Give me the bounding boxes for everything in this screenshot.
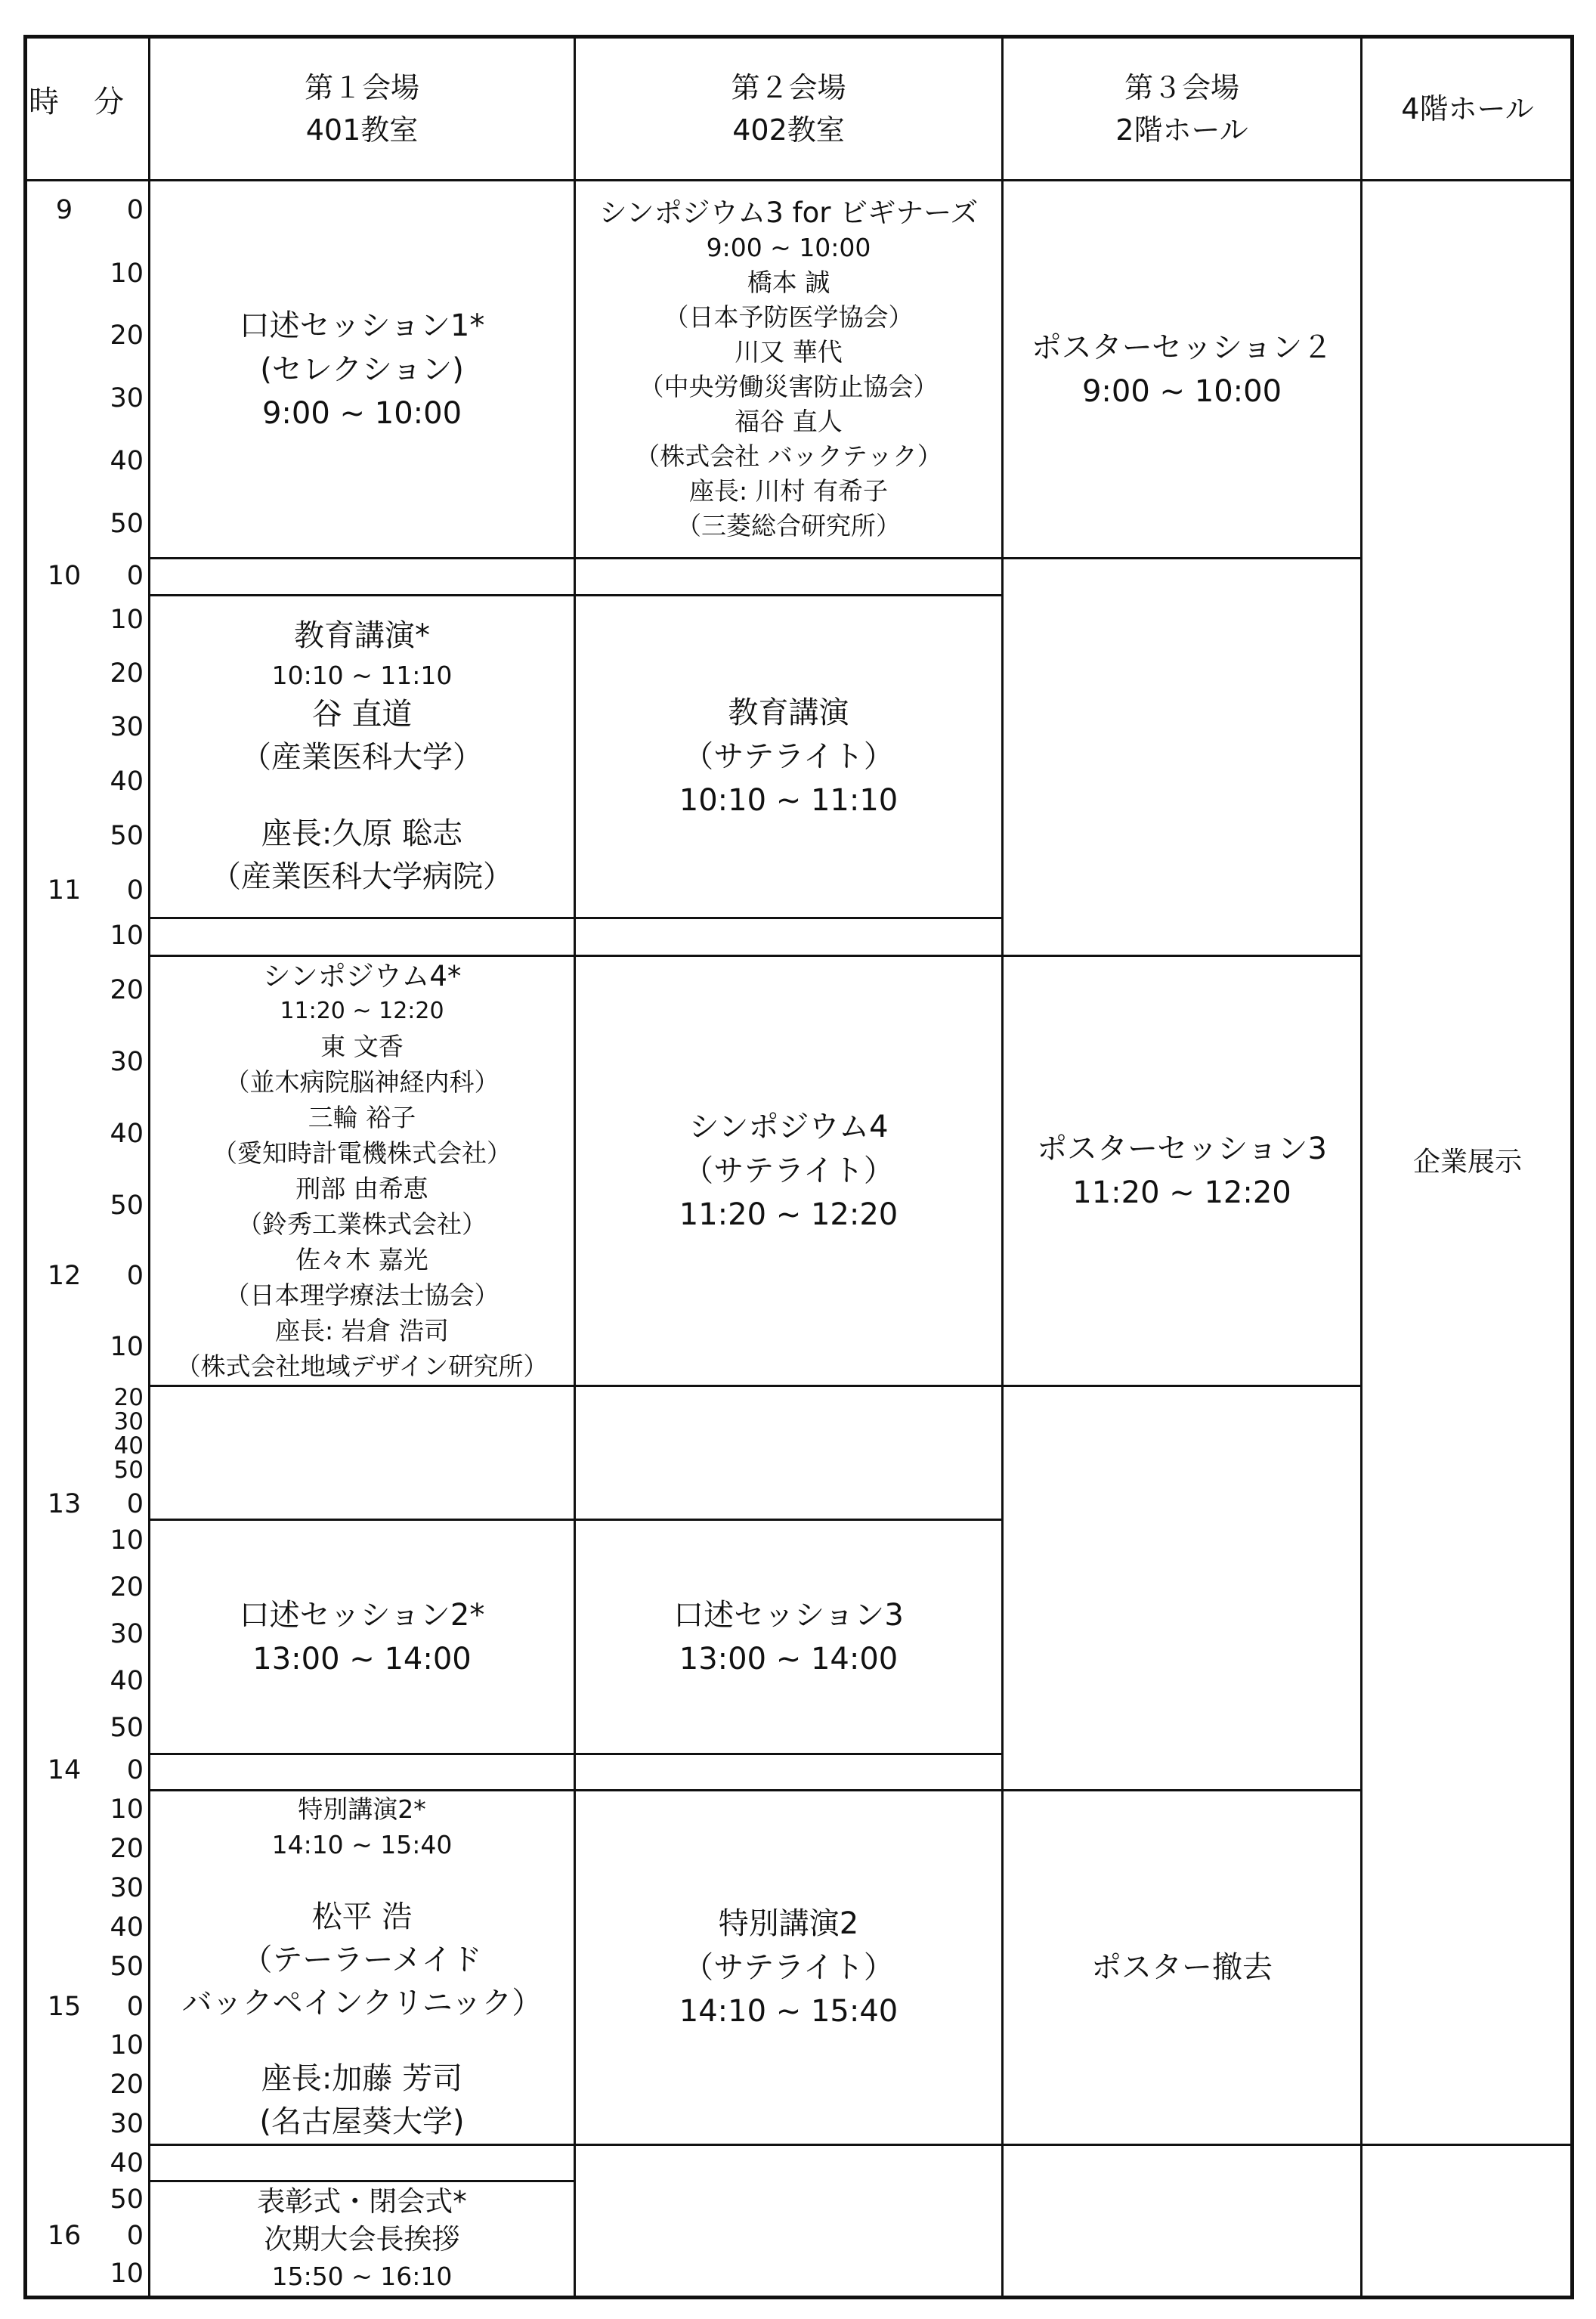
row-divider [576,1385,1001,1387]
minute-label: 40 [110,1912,144,1943]
minute-label: 50 [110,1190,144,1221]
chair-affiliation: （産業医科大学病院） [211,859,513,894]
header-room-2 [576,38,1001,179]
header-hour-label: 時 [29,85,59,119]
room-2-location: 402教室 [732,113,845,147]
hour-label: 16 [47,2221,82,2251]
minute-label: 30 [110,383,144,413]
minute-label: 50 [110,1952,144,1982]
row-divider [1004,1385,1360,1387]
speaker-affiliation: （テーラーメイド [242,1942,482,1977]
session-poster-removal [1004,1791,1360,2144]
session-title: シンポジウム4* [262,959,462,992]
chair-name: 座長:加藤 芳司 [261,2061,463,2096]
minute-label: 0 [126,1261,144,1291]
speaker-affiliation: （産業医科大学） [241,740,483,775]
session-closing-ceremony [150,2182,574,2296]
speaker-name: 佐々木 嘉光 [295,1244,428,1274]
minute-label: 40 [110,766,144,797]
session-title: 教育講演* [294,618,430,653]
minute-label: 20 [110,1834,144,1864]
minute-label: 20 [110,975,144,1005]
room-1-name: 第１会場 [304,70,419,104]
minute-label: 20 [110,1572,144,1602]
row-divider [576,557,1001,559]
session-special-lecture-2-satellite [576,1791,1001,2144]
header-minute-label: 分 [94,85,124,119]
exhibit-label: 企業展示 [1412,1147,1522,1178]
minute-label: 40 [110,2148,144,2178]
minute-label: 50 [110,1713,144,1743]
session-oral-2 [150,1521,574,1753]
chair-name: 座長: 川村 有希子 [688,475,889,506]
row-divider [150,1753,574,1755]
session-time: 14:10 ~ 15:40 [271,1830,453,1859]
speaker-name: 東 文香 [320,1031,404,1061]
session-title: ポスター撤去 [1091,1950,1273,1985]
minute-label: 10 [110,259,144,289]
session-time: 9:00 ~ 10:00 [261,395,462,431]
speaker-name: 谷 直道 [311,697,413,732]
speaker-affiliation: （日本予防医学協会） [663,302,914,332]
row-divider [576,917,1001,919]
minute-label: 20 [113,1384,144,1411]
hour-label: 13 [47,1489,82,1519]
minute-label: 0 [126,1755,144,1785]
minute-label: 50 [110,821,144,851]
session-time: 14:10 ~ 15:40 [679,1994,899,2029]
minute-label: 10 [110,605,144,635]
session-education-lecture [150,596,574,917]
minute-label: 0 [126,195,144,225]
speaker-name: 三輪 裕子 [308,1102,416,1132]
session-title: 特別講演2 [718,1906,859,1941]
chair-affiliation: (名古屋葵大学) [259,2104,465,2139]
session-time: 9:00 ~ 10:00 [1081,373,1282,409]
session-special-lecture-2 [150,1791,574,2144]
speaker-name: 松平 浩 [311,1899,413,1934]
header-room-1 [150,38,574,179]
row-divider [150,557,574,559]
minute-label: 40 [110,446,144,476]
hour-label: 9 [55,195,73,225]
speaker-affiliation: （中央労働災害防止協会） [639,371,939,401]
minute-label: 30 [113,1408,144,1435]
minute-label: 10 [110,2030,144,2060]
session-title: 口述セッション3 [673,1597,904,1633]
session-title: 教育講演 [728,695,849,730]
session-time: 10:10 ~ 11:10 [271,661,453,690]
session-title: シンポジウム4 [688,1110,889,1144]
session-title: シンポジウム3 for ビギナーズ [598,196,979,229]
row-divider [576,1753,1001,1755]
speaker-affiliation: （株式会社 バックテック） [635,441,942,471]
minute-label: 10 [110,1794,144,1825]
speaker-affiliation: （並木病院脳神経内科） [224,1067,500,1097]
session-poster-3 [1004,957,1360,1385]
session-education-lecture-satellite [576,596,1001,917]
row-divider [1004,2144,1360,2146]
minute-label: 30 [110,712,144,742]
minute-label: 40 [110,1666,144,1696]
session-time: 10:10 ~ 11:10 [679,783,899,818]
room-3-name: 第３会場 [1124,70,1239,104]
session-title: 口述セッション2* [239,1597,485,1633]
minute-label: 0 [126,561,144,591]
room-3-location: 2階ホール [1115,113,1248,147]
session-symposium-4-satellite [576,957,1001,1385]
row-divider [576,2144,1001,2146]
row-divider [1362,2144,1573,2146]
session-time: 13:00 ~ 14:00 [679,1641,899,1677]
header-room-3 [1004,38,1360,179]
minute-label: 20 [110,658,144,689]
speaker-name: 刑部 由希恵 [295,1173,428,1203]
minute-label: 0 [126,2221,144,2251]
session-time: 15:50 ~ 16:10 [271,2262,453,2291]
minute-label: 10 [110,1525,144,1556]
session-subtitle: 次期大会長挨拶 [264,2223,460,2256]
speaker-affiliation: （愛知時計電機株式会社） [212,1138,512,1168]
room-4-name: 4階ホール [1401,91,1534,125]
row-divider [150,2144,574,2146]
minute-label: 50 [113,1457,144,1484]
session-title: 特別講演2* [298,1794,426,1824]
room-2-name: 第２会場 [731,70,846,104]
session-title: 表彰式・閉会式* [257,2185,467,2218]
minute-label: 20 [110,2070,144,2100]
chair-affiliation: （株式会社地域デザイン研究所） [175,1351,549,1381]
session-poster-2 [1004,181,1360,557]
minute-label: 40 [113,1432,144,1460]
hour-label: 10 [47,561,82,591]
header-room-4 [1362,38,1573,179]
chair-name: 座長:久原 聡志 [261,816,463,851]
minute-label: 50 [110,509,144,539]
session-oral-3 [576,1521,1001,1753]
minute-label: 50 [110,2184,144,2215]
session-oral-1 [150,181,574,557]
minute-label: 30 [110,1873,144,1903]
minute-label: 30 [110,1619,144,1649]
speaker-affiliation: （鈴秀工業株式会社） [237,1209,487,1239]
minute-label: 30 [110,2109,144,2139]
session-symposium-3 [576,181,1001,557]
session-subtitle: （サテライト） [683,1950,894,1985]
speaker-name: 橋本 誠 [747,267,830,297]
session-time: 13:00 ~ 14:00 [252,1641,472,1677]
speaker-name: 川又 華代 [735,336,843,367]
hour-label: 14 [47,1755,82,1785]
minute-label: 0 [126,875,144,906]
session-subtitle: （サテライト） [683,1153,894,1188]
corporate-exhibit [1362,181,1573,2144]
session-title: ポスターセッション3 [1037,1132,1327,1166]
row-divider [150,917,574,919]
row-divider [1004,557,1360,559]
speaker-name: 福谷 直人 [735,406,843,436]
minute-label: 40 [110,1119,144,1149]
chair-name: 座長: 岩倉 浩司 [274,1315,450,1345]
speaker-affiliation: （日本理学療法士協会） [224,1280,500,1310]
session-symposium-4 [150,957,574,1385]
hour-label: 12 [47,1261,82,1291]
minute-label: 0 [126,1992,144,2022]
session-subtitle: （サテライト） [683,739,894,774]
chair-affiliation: （三菱総合研究所） [676,510,901,540]
minute-label: 20 [110,320,144,351]
row-divider [150,1385,574,1387]
session-time: 11:20 ~ 12:20 [679,1197,899,1232]
minute-label: 10 [110,2259,144,2289]
session-time: 11:20 ~ 12:20 [280,997,444,1024]
minute-label: 0 [126,1489,144,1519]
session-time: 9:00 ~ 10:00 [706,232,871,262]
speaker-affiliation: バックペインクリニック） [181,1985,543,2020]
session-subtitle: (セレクション) [260,351,464,387]
minute-label: 10 [110,921,144,951]
room-1-location: 401教室 [305,113,419,147]
hour-label: 15 [47,1992,82,2022]
hour-label: 11 [47,875,82,906]
minute-label: 10 [110,1332,144,1362]
session-time: 11:20 ~ 12:20 [1072,1175,1291,1210]
session-title: ポスターセッション２ [1031,330,1333,365]
session-title: 口述セッション1* [239,308,485,343]
minute-label: 30 [110,1047,144,1077]
